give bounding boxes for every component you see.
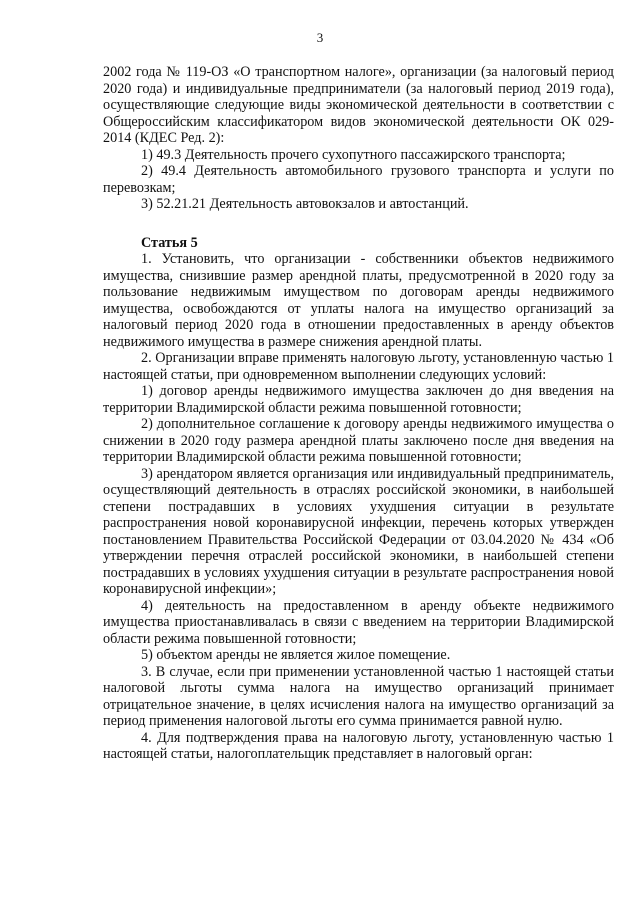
intro-paragraph: 2002 года № 119-ОЗ «О транспортном налоге», организации (за налоговый период 2020 года) и индивидуальные предприниматели (за налоговый период 2019 года), осуществляющие следующие виды экономической деятельности в соответствии с Общероссийским классификатором видов экономической деятельности ОК 029-2014 (КДЕС Ред. 2): xyxy=(103,64,614,146)
activity-item: 2) 49.4 Деятельность автомобильного грузового транспорта и услуги по перевозкам; xyxy=(103,163,614,196)
condition-item: 1) договор аренды недвижимого имущества заключен до дня введения на территории Владимирской области режима повышенной готовности; xyxy=(103,383,614,416)
document-body xyxy=(103,64,614,763)
condition-item: 2) дополнительное соглашение к договору аренды недвижимого имущества о снижении в 2020 году размера арендной платы заключено после дня введения на территории Владимирской области режима повышенной готовности; xyxy=(103,416,614,465)
condition-item: 4) деятельность на предоставленном в аренду объекте недвижимого имущества приостанавливалась в связи с введением на территории Владимирской области режима повышенной готовности; xyxy=(103,597,614,647)
clause-4: 4. Для подтверждения права на налоговую льготу, установленную частью 1 настоящей статьи, налогоплательщик представляет в налоговый орган: xyxy=(103,729,614,762)
activity-item: 1) 49.3 Деятельность прочего сухопутного пассажирского транспорта; xyxy=(141,146,566,163)
article-heading: Статья 5 xyxy=(141,234,198,251)
clause-3: 3. В случае, если при применении установленной частью 1 настоящей статьи налоговой льготы сумма налога на имущество организаций принимает отрицательное значение, в целях исчисления налога на имущество организаций за период применения налоговой льготы его сумма принимается равной нулю. xyxy=(103,663,614,729)
condition-item: 5) объектом аренды не является жилое помещение. xyxy=(141,647,451,663)
activity-item: 3) 52.21.21 Деятельность автовокзалов и автостанций. xyxy=(141,196,469,212)
clause-2: 2. Организации вправе применять налоговую льготу, установленную частью 1 настоящей статьи, при одновременном выполнении следующих условий: xyxy=(103,350,614,383)
page-number: 3 xyxy=(316,30,324,45)
condition-item: 3) арендатором является организация или индивидуальный предприниматель, осуществляющий деятельность в отраслях российской экономики, в наибольшей степени пострадавших в условиях ухудшения ситуации в результате распространения новой коронавирусной инфекции, перечень которых утвержден постановлением Правительства Российской Федерации от 03.04.2020 № 434 «Об утверждении перечня отраслей российской экономики, в наибольшей степени пострадавших в условиях ухудшения ситуации в результате распространения новой коронавирусной инфекции»; xyxy=(103,465,614,597)
clause-1: 1. Установить, что организации - собственники объектов недвижимого имущества, снизившие размер арендной платы, предусмотренной в 2020 году за пользование недвижимым имуществом по договорам аренды недвижимого имущества, освобождаются от уплаты налога на имущество организаций за налоговый период 2020 года в отношении предоставленных в аренду объектов недвижимого имущества в размере снижения арендной платы. xyxy=(103,251,614,350)
